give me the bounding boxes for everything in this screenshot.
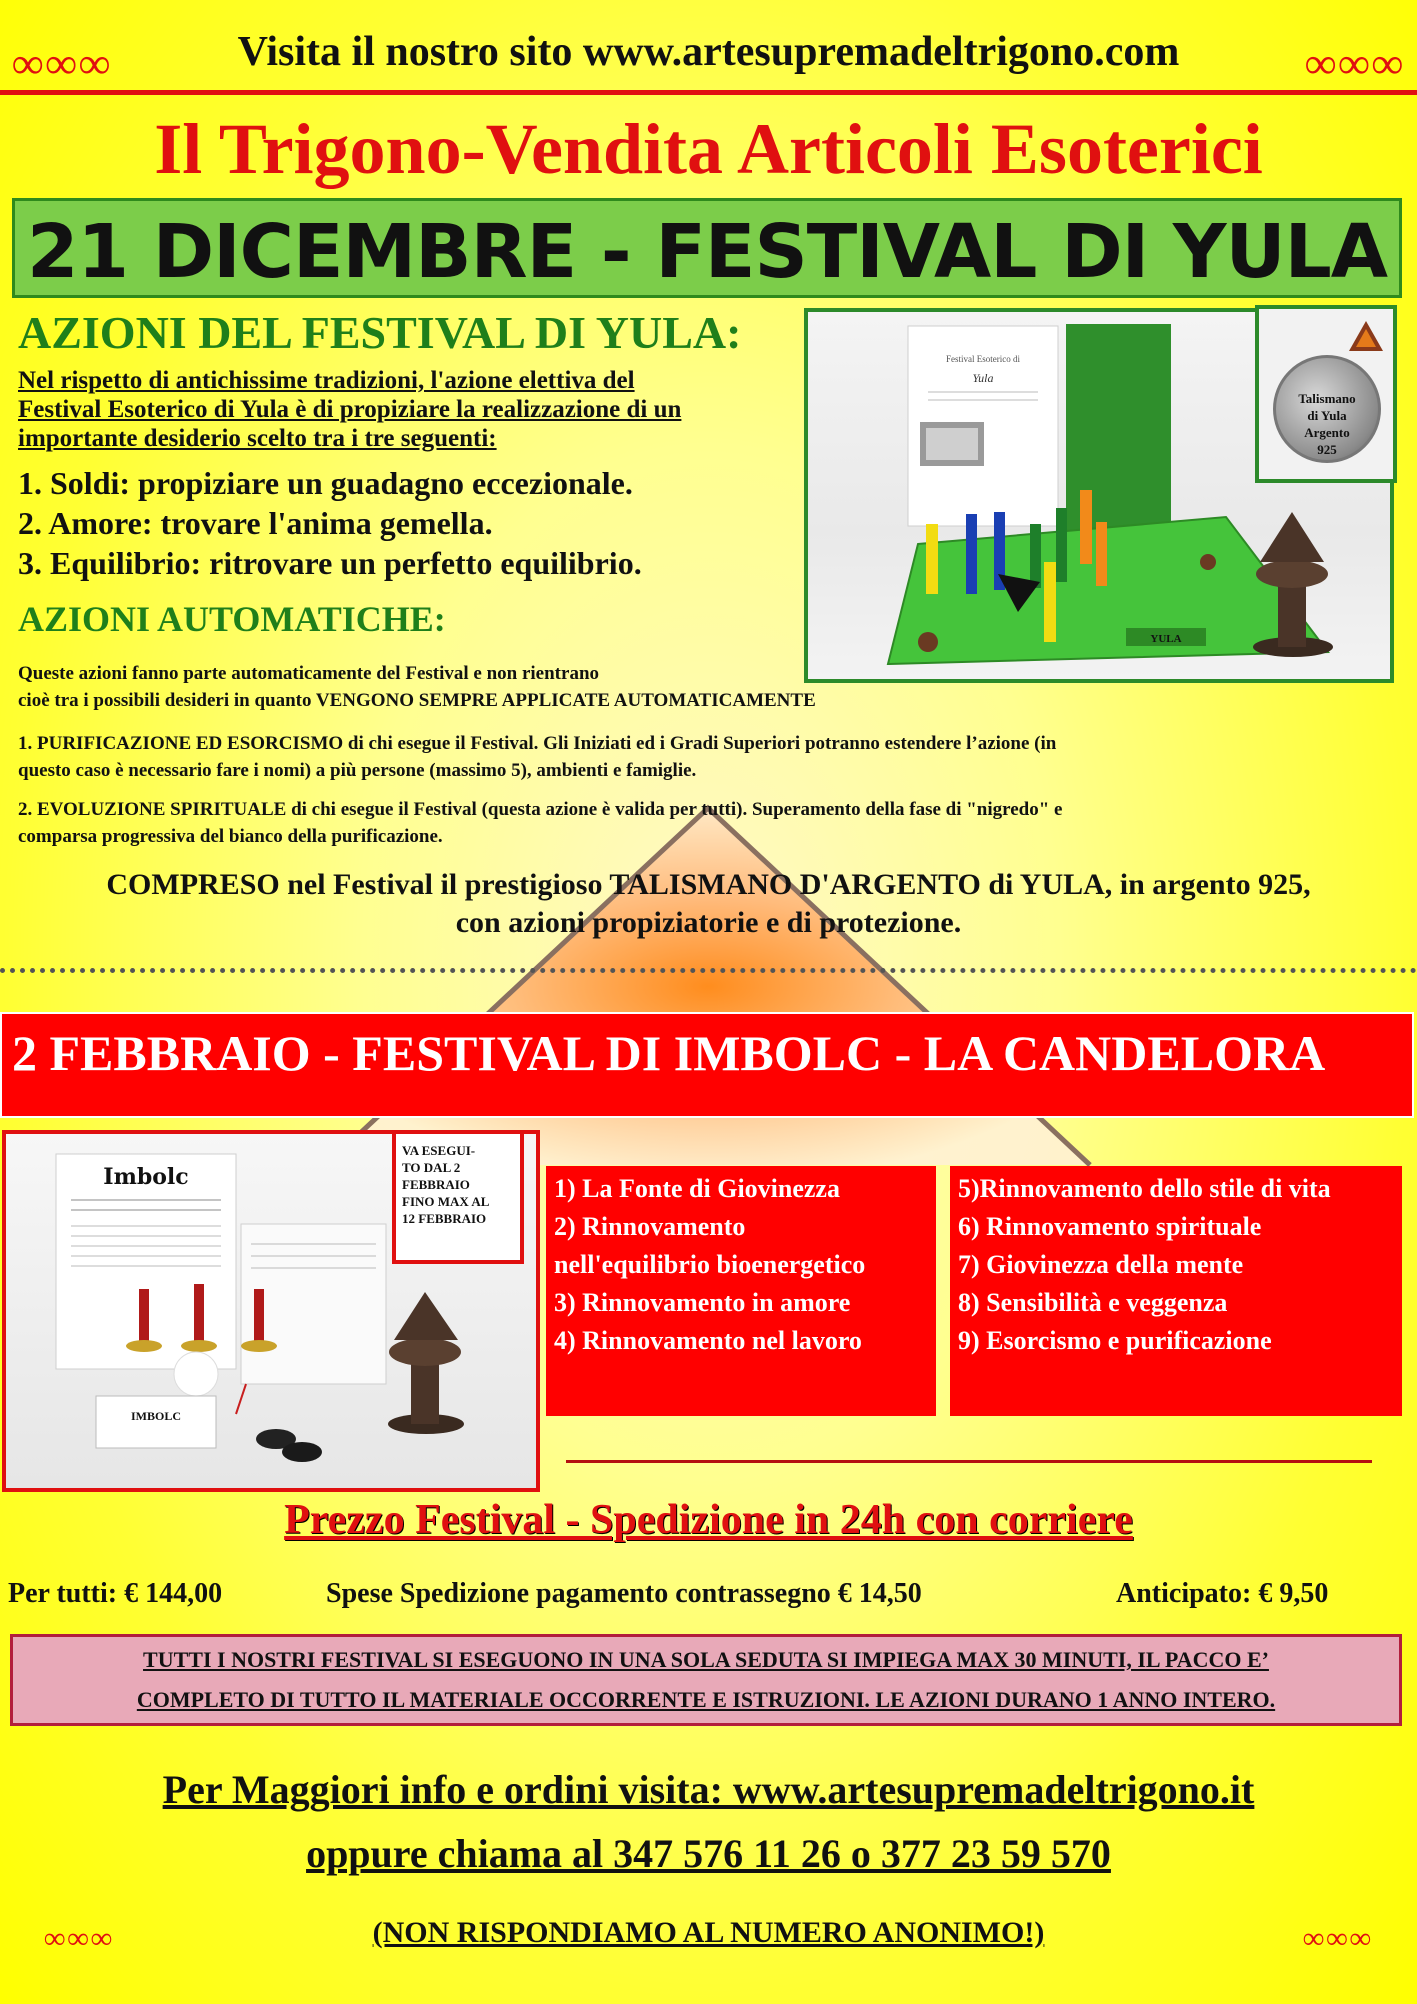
price-heading: Prezzo Festival - Spedizione in 24h con corriere	[284, 1497, 1133, 1543]
imbolc-benefits-right	[950, 1166, 1402, 1416]
yula-intro-line: Festival Esoterico di Yula è di propiziare la realizzazione di un	[18, 396, 682, 423]
wish-item: 2. Amore: trovare l'anima gemella.	[18, 505, 493, 541]
anonymous-call-notice: (NON RISPONDIAMO AL NUMERO ANONIMO!)	[372, 1916, 1045, 1949]
main-title: Il Trigono-Vendita Articoli Esoterici	[154, 109, 1263, 189]
website-line: Visita il nostro sito www.artesupremadeltrigono.com	[237, 29, 1180, 75]
auto-item1-line: 1. PURIFICAZIONE ED ESORCISMO di chi esegue il Festival. Gli Iniziati ed i Gradi Superiori potranno estendere l’azione (in	[18, 733, 1057, 754]
imbolc-banner-text: 2 FEBBRAIO - FESTIVAL DI IMBOLC - LA CANDELORA	[12, 1025, 1326, 1081]
auto-item2-line: 2. EVOLUZIONE SPIRITUALE di chi esegue il Festival (questa azione è valida per tutti). Superamento della fase di "nigredo" e	[18, 799, 1063, 820]
note-line: VA ESEGUI-	[402, 1143, 476, 1158]
benefit-item: 9) Esorcismo e purificazione	[958, 1326, 1272, 1355]
auto-intro-line: Queste azioni fanno parte automaticamente del Festival e non rientrano	[18, 663, 600, 684]
benefit-item: 4) Rinnovamento nel lavoro	[554, 1326, 862, 1355]
benefit-item: 3) Rinnovamento in amore	[554, 1288, 851, 1317]
yula-heading: AZIONI DEL FESTIVAL DI YULA:	[18, 307, 742, 358]
auto-action-purification	[18, 730, 1378, 784]
benefit-item: 5)Rinnovamento dello stile di vita	[958, 1174, 1331, 1203]
ornament-bottom-right: ∞∞∞	[1302, 1922, 1373, 1955]
auto-intro-line: cioè tra i possibili desideri in quanto VENGONO SEMPRE APPLICATE AUTOMATICAMENTE	[18, 690, 816, 711]
doc-title: Festival Esoterico di	[946, 354, 1020, 364]
imbolc-card-label: IMBOLC	[130, 1409, 182, 1423]
doc-name: Yula	[972, 371, 994, 385]
ornament-left: ∞∞∞	[12, 39, 113, 88]
auto-actions-heading: AZIONI AUTOMATICHE:	[18, 599, 446, 639]
yula-intro	[18, 366, 798, 453]
talisman-label-line: Talismano	[1298, 391, 1356, 406]
triangle-logo-icon	[1347, 319, 1385, 353]
benefit-item: 7) Giovinezza della mente	[958, 1250, 1244, 1279]
yula-banner	[12, 198, 1402, 298]
talisman-label	[1276, 390, 1378, 458]
wish-item: 3. Equilibrio: ritrovare un perfetto equilibrio.	[18, 545, 642, 581]
talisman-included-note	[0, 866, 1417, 942]
imbolc-doc-title: Imbolc	[103, 1164, 189, 1190]
talisman-label-line: Argento	[1304, 425, 1350, 440]
auto-item1-line: questo caso è necessario fare i nomi) a più persone (massimo 5), ambienti e famiglie.	[18, 760, 697, 781]
shipping-prepaid-price: Anticipato: € 9,50	[1116, 1578, 1329, 1609]
imbolc-benefits-left	[546, 1166, 936, 1416]
note-line: TO DAL 2	[402, 1160, 461, 1175]
auto-action-evolution	[18, 796, 1378, 850]
top-divider	[0, 90, 1417, 95]
compreso-line: con azioni propiziatorie e di protezione.	[455, 906, 962, 939]
talisman-coin-icon	[1273, 355, 1381, 463]
shipping-cod-price: Spese Spedizione pagamento contrassegno € 14,50	[326, 1578, 922, 1609]
yula-intro-line: importante desiderio scelto tra i tre seguenti:	[18, 425, 497, 452]
benefit-item: nell'equilibrio bioenergetico	[554, 1250, 866, 1279]
talisman-label-line: di Yula	[1307, 408, 1347, 423]
price-divider	[566, 1460, 1372, 1463]
contact-phones: oppure chiama al 347 576 11 26 o 377 23 59 570	[306, 1831, 1111, 1876]
notice-line: TUTTI I NOSTRI FESTIVAL SI ESEGUONO IN UNA SOLA SEDUTA SI IMPIEGA MAX 30 MINUTI, IL PACCO E’	[143, 1647, 1269, 1672]
benefit-item: 1) La Fonte di Giovinezza	[554, 1174, 840, 1203]
auto-item2-line: comparsa progressiva del bianco della purificazione.	[18, 826, 443, 847]
price-for-all: Per tutti: € 144,00	[8, 1578, 223, 1609]
yula-intro-line: Nel rispetto di antichissime tradizioni, l'azione elettiva del	[18, 367, 635, 394]
imbolc-date-note	[392, 1130, 524, 1264]
imbolc-banner	[0, 1012, 1414, 1118]
imbolc-date-note-text	[402, 1142, 520, 1227]
talisman-photo	[1255, 305, 1397, 483]
benefit-item: 2) Rinnovamento	[554, 1212, 746, 1241]
top-bar	[0, 0, 1417, 95]
talisman-label-line: 925	[1317, 442, 1337, 457]
yula-banner-text: 21 DICEMBRE - FESTIVAL DI YULA	[26, 209, 1388, 295]
section-divider	[0, 968, 1417, 973]
compreso-line: COMPRESO nel Festival il prestigioso TALISMANO D'ARGENTO di YULA, in argento 925,	[106, 868, 1311, 901]
board-label: YULA	[1150, 633, 1182, 645]
festival-notice	[10, 1634, 1402, 1726]
ornament-right: ∞∞∞	[1304, 39, 1405, 88]
note-line: FEBBRAIO	[402, 1177, 470, 1192]
ornament-bottom-left: ∞∞∞	[44, 1922, 115, 1955]
note-line: 12 FEBBRAIO	[402, 1211, 487, 1226]
contact-website: Per Maggiori info e ordini visita: www.artesupremadeltrigono.it	[162, 1767, 1255, 1812]
wish-item: 1. Soldi: propiziare un guadagno eccezionale.	[18, 465, 633, 501]
benefit-item: 6) Rinnovamento spirituale	[958, 1212, 1262, 1241]
note-line: FINO MAX AL	[402, 1194, 490, 1209]
notice-line: COMPLETO DI TUTTO IL MATERIALE OCCORRENTE E ISTRUZIONI. LE AZIONI DURANO 1 ANNO INTERO.	[136, 1687, 1276, 1712]
benefit-item: 8) Sensibilità e veggenza	[958, 1288, 1228, 1317]
